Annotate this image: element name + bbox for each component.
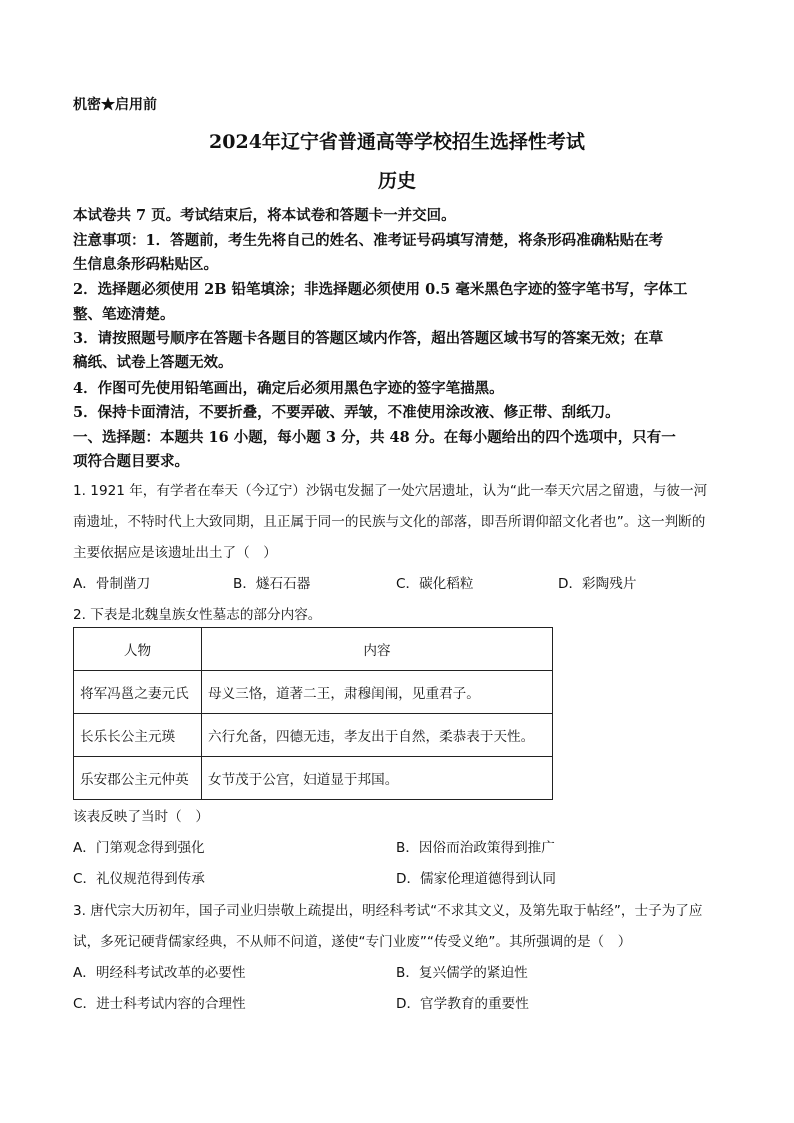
question-3-line: 3. 唐代宗大历初年，国子司业归崇敬上疏提出，明经科考试“不求其文义，及第先取于帖经”，士子为了应 [73, 903, 703, 919]
instruction-line: 注意事项：1．答题前，考生先将自己的姓名、准考证号码填写清楚，将条形码准确粘贴在考 [73, 232, 664, 249]
instruction-line: 生信息条形码粘贴区。 [73, 256, 218, 273]
table-cell: 女节茂于公宫，妇道显于邦国。 [202, 757, 553, 800]
q1-option-d: D．彩陶残片 [558, 576, 637, 592]
q2-option-c: C．礼仪规范得到传承 [73, 871, 205, 887]
q2-option-a: A．门第观念得到强化 [73, 840, 205, 856]
q3-option-b: B．复兴儒学的紧迫性 [396, 965, 528, 981]
question-2-stem: 2. 下表是北魏皇族女性墓志的部分内容。 [73, 607, 322, 623]
q3-option-c: C．进士科考试内容的合理性 [73, 996, 246, 1012]
table-row [74, 671, 553, 714]
table-header-row [74, 628, 553, 671]
q1-option-b: B．燧石石器 [233, 576, 311, 592]
q2-option-d: D．儒家伦理道德得到认同 [396, 871, 556, 887]
question-1-line: 1. 1921 年，有学者在奉天（今辽宁）沙锅屯发掘了一处穴居遗址，认为“此一奉天穴居之留遗，与彼一河 [73, 483, 708, 499]
table-cell: 将军冯邕之妻元氏 [74, 671, 202, 714]
table-row [74, 757, 553, 800]
table-cell: 母义三恪，道著二王，肃穆闺闱，见重君子。 [202, 671, 553, 714]
table-row [74, 714, 553, 757]
exam-title: 2024年辽宁省普通高等学校招生选择性考试 [209, 131, 585, 153]
instruction-line: 3．请按照题号顺序在答题卡各题目的答题区域内作答，超出答题区域书写的答案无效；在草 [73, 330, 664, 347]
q1-option-a: A．骨制凿刀 [73, 576, 151, 592]
q1-option-c: C．碳化稻粒 [396, 576, 474, 592]
table-cell: 长乐长公主元瑛 [74, 714, 202, 757]
instruction-line: 稿纸、试卷上答题无效。 [73, 354, 233, 371]
question-3-line: 试，多死记硬背儒家经典，不从师不问道，遂使“专门业废”“传受义绝”。其所强调的是（ ） [73, 934, 632, 950]
q3-option-d: D．官学教育的重要性 [396, 996, 529, 1012]
confidential-mark: 机密★启用前 [73, 97, 157, 113]
instruction-line: 本试卷共 7 页。考试结束后，将本试卷和答题卡一并交回。 [73, 207, 456, 224]
table-cell: 乐安郡公主元仲英 [74, 757, 202, 800]
instruction-line: 5．保持卡面清洁，不要折叠，不要弄破、弄皱，不准使用涂改液、修正带、刮纸刀。 [73, 404, 620, 421]
section-heading: 一、选择题：本题共 16 小题，每小题 3 分，共 48 分。在每小题给出的四个选项中，只有一 [73, 429, 676, 446]
instruction-line: 4．作图可先使用铅笔画出，确定后必须用黑色字迹的签字笔描黑。 [73, 380, 504, 397]
table-header: 内容 [202, 628, 553, 671]
instruction-line: 整、笔迹清楚。 [73, 306, 175, 323]
instruction-line: 2．选择题必须使用 2B 铅笔填涂；非选择题必须使用 0.5 毫米黑色字迹的签字笔书写，字体工 [73, 281, 688, 298]
question-1-line: 南遗址，不特时代上大致同期，且正属于同一的民族与文化的部落，即吾所谓仰韶文化者也”。这一判断的 [73, 514, 706, 530]
table-header: 人物 [74, 628, 202, 671]
question-1-line: 主要依据应是该遗址出土了（ ） [73, 545, 277, 561]
epitaph-table [73, 627, 553, 800]
section-heading: 项符合题目要求。 [73, 453, 189, 470]
subject-title: 历史 [377, 170, 416, 192]
q2-option-b: B．因俗而治政策得到推广 [396, 840, 555, 856]
question-2-prompt: 该表反映了当时（ ） [73, 809, 209, 825]
table-cell: 六行允备，四德无违，孝友出于自然，柔恭表于天性。 [202, 714, 553, 757]
q3-option-a: A．明经科考试改革的必要性 [73, 965, 246, 981]
